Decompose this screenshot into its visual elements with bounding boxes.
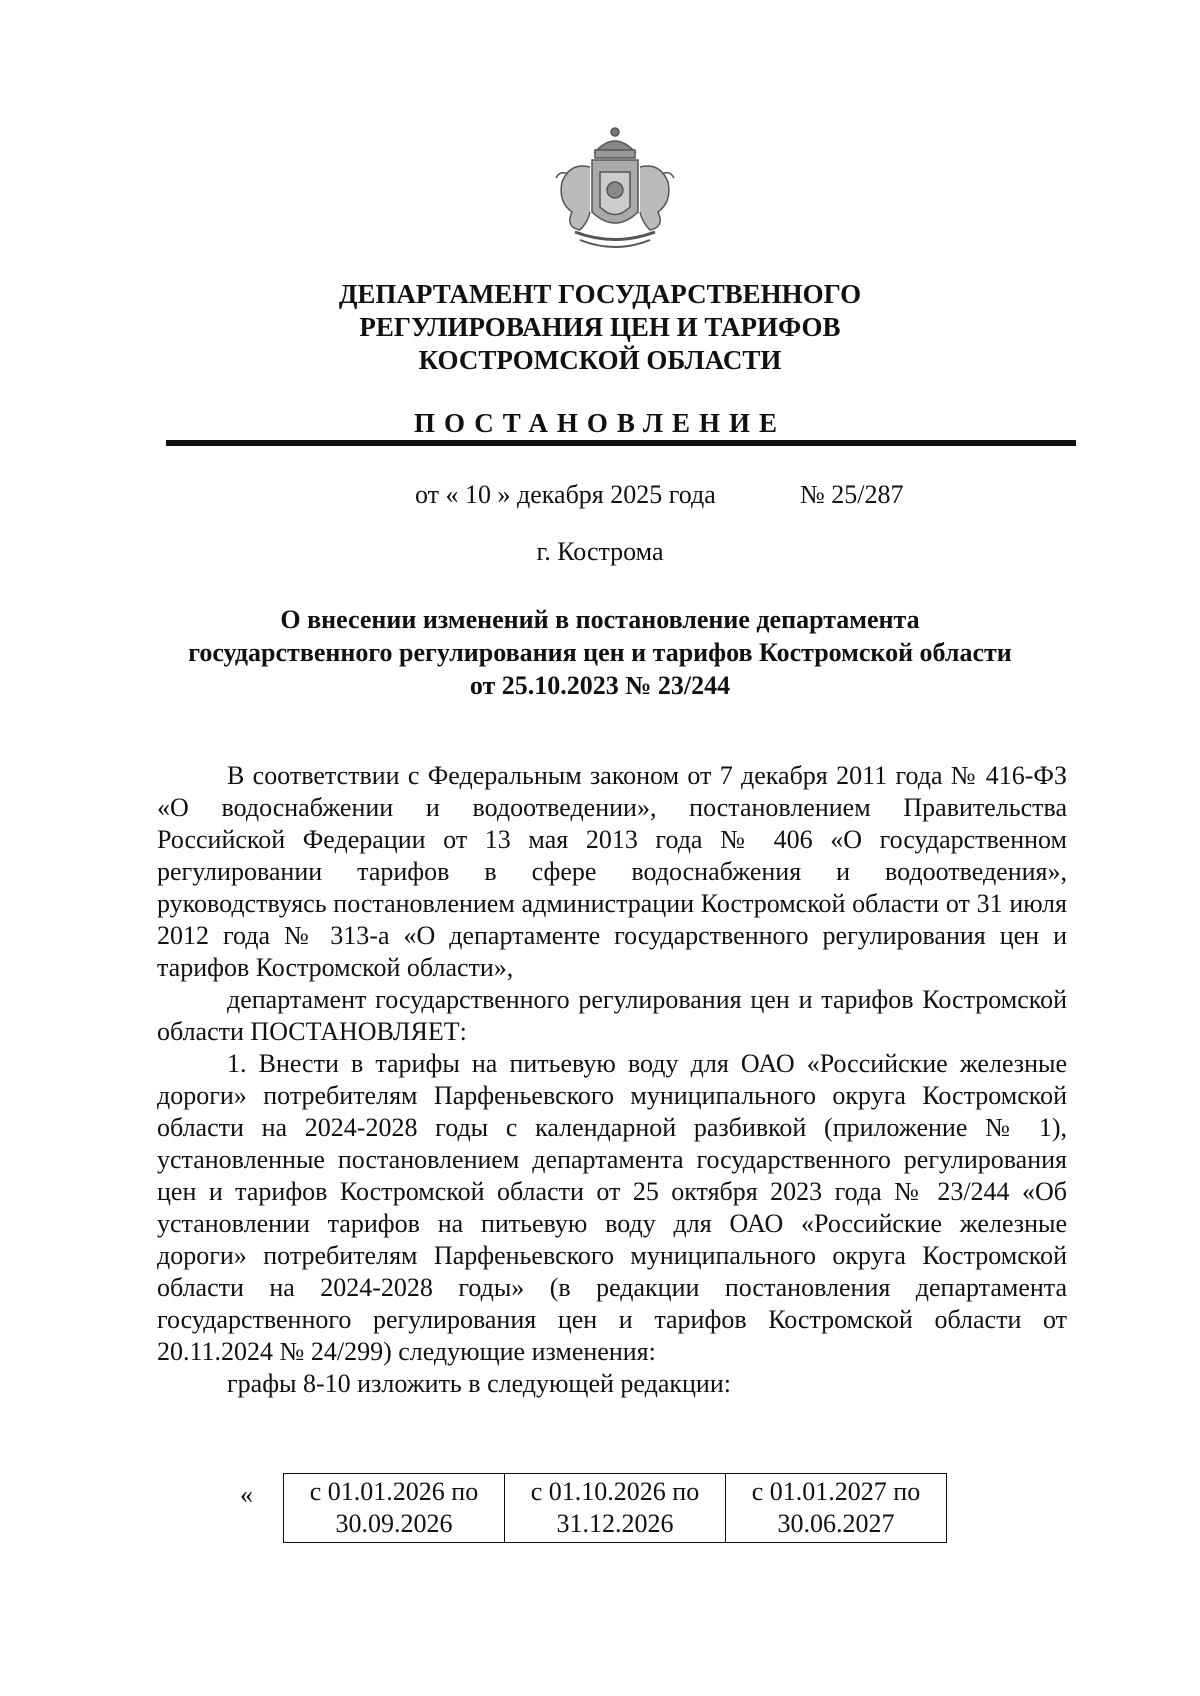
body-paragraph: графы 8-10 изложить в следующей редакции: (227, 1369, 731, 1398)
document-number: № 25/287 (800, 480, 904, 509)
cell-line: 30.06.2027 (777, 1509, 895, 1538)
table-cell (726, 1474, 947, 1543)
document-city: г. Кострома (536, 537, 664, 566)
table-open-quote: « (240, 1480, 253, 1509)
document-body (157, 760, 1067, 1400)
department-name-line: ДЕПАРТАМЕНТ ГОСУДАРСТВЕННОГО (338, 279, 862, 309)
cell-line: 31.12.2026 (556, 1509, 674, 1538)
subject-line: государственного регулирования цен и тарифов Костромской области (188, 638, 1012, 667)
department-name (0, 278, 1200, 377)
header-divider (166, 440, 1076, 446)
tariff-period-table (283, 1473, 947, 1543)
cell-line: с 01.01.2027 по (751, 1477, 921, 1506)
table-cell (284, 1474, 505, 1543)
document-type-heading: ПОСТАНОВЛЕНИЕ (413, 408, 787, 438)
body-paragraph: В соответствии с Федеральным законом от 7 декабря 2011 года № 416-ФЗ «О водоснабжении и водоотведении», постановлением Правительства Российской Федерации от 13 мая 2013 года № 406 «О государственном регулировании тарифов в сфере водоснабжения и водоотведения», руководствуясь постановлением администрации Костромской области от 31 июля 2012 года № 313-а «О департаменте государственного регулирования цен и тарифов Костромской области», (157, 761, 1067, 982)
cell-line: с 01.10.2026 по (530, 1477, 700, 1506)
body-paragraph: 1. Внести в тарифы на питьевую воду для ОАО «Российские железные дороги» потребителям Парфеньевского муниципального округа Костромской области на 2024-2028 годы с календарной разбивкой (приложение № 1), установленные постановлением департамента государственного регулирования цен и тарифов Костромской области от 25 октября 2023 года № 23/244 «Об установлении тарифов на питьевую воду для ОАО «Российские железные дороги» потребителям Парфеньевского муниципального округа Костромской области на 2024-2028 годы» (в редакции постановления департамента государственного регулирования цен и тарифов Костромской области от 20.11.2024 № 24/299) следующие изменения: (157, 1049, 1067, 1366)
body-paragraph: департамент государственного регулирования цен и тарифов Костромской области ПОСТАНОВЛЯЕТ: (157, 985, 1067, 1046)
subject-line: от 25.10.2023 № 23/244 (469, 671, 731, 700)
table-cell (505, 1474, 726, 1543)
department-name-line: РЕГУЛИРОВАНИЯ ЦЕН И ТАРИФОВ (359, 312, 841, 342)
subject-line: О внесении изменений в постановление департамента (280, 605, 920, 634)
cell-line: с 01.01.2026 по (309, 1477, 479, 1506)
document-subject (0, 603, 1200, 702)
department-name-line: КОСТРОМСКОЙ ОБЛАСТИ (418, 345, 782, 375)
table-row (284, 1474, 947, 1543)
cell-line: 30.09.2026 (335, 1509, 453, 1538)
coat-of-arms-emblem (540, 112, 690, 262)
document-date: от « 10 » декабря 2025 года (415, 480, 716, 509)
